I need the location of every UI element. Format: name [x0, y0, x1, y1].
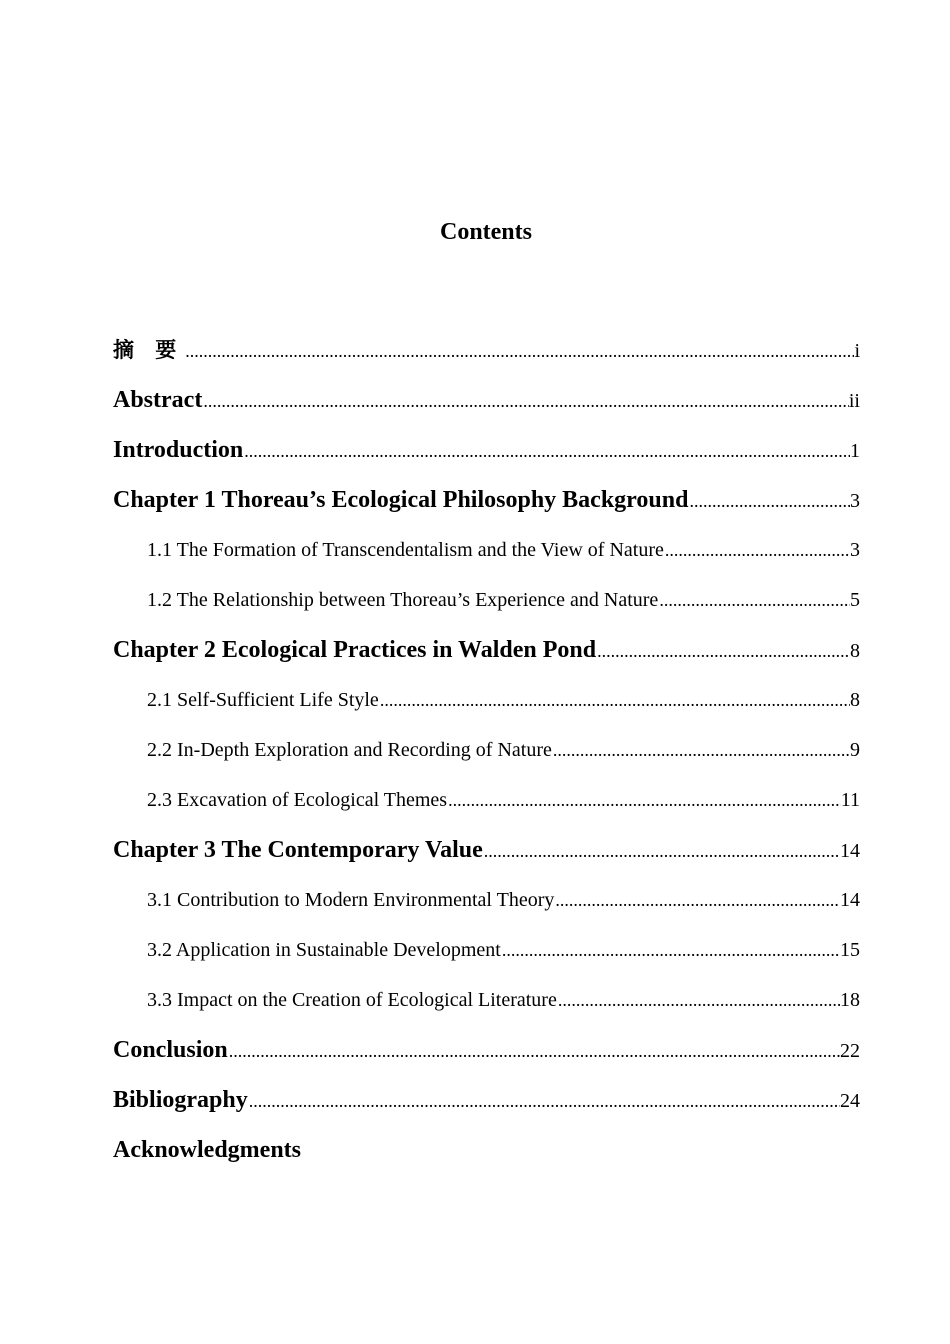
page-title: Contents [439, 219, 532, 245]
toc-entry-label: 1.2 The Relationship between Thoreau’s Experience and Nature [147, 589, 659, 611]
toc-entry-page: 14 [840, 840, 860, 862]
toc-entry-page: 3 [850, 539, 860, 561]
toc-entry-label: Chapter 2 Ecological Practices in Walden Pond [113, 637, 597, 663]
dot-leader [557, 980, 840, 1020]
toc-entry-label: 3.1 Contribution to Modern Environmental Theory [147, 889, 555, 911]
toc-entry-label: Bibliography [113, 1087, 248, 1113]
toc-entry-page: 8 [850, 640, 860, 662]
toc-entry-page: i [854, 340, 860, 362]
toc-entry-page: 14 [840, 889, 860, 911]
toc-entry-label: Chapter 3 The Contemporary Value [113, 837, 483, 863]
toc-entry-page: ii [848, 390, 860, 412]
toc-entry-section-3-1[interactable] [113, 880, 860, 930]
toc-entry-conclusion[interactable] [113, 1030, 860, 1080]
toc-entry-page: 5 [850, 589, 860, 611]
toc-entry-acknowledgments[interactable] [113, 1130, 860, 1180]
toc-entry-label: Introduction [113, 437, 244, 463]
toc-entry-abstract[interactable] [113, 380, 860, 430]
toc-entry-section-2-2[interactable] [113, 730, 860, 780]
dot-leader [248, 1081, 840, 1121]
dot-leader [228, 1031, 840, 1071]
toc-entry-page: 1 [850, 440, 860, 462]
toc-entry-page: 11 [840, 789, 860, 811]
toc-entry-section-2-3[interactable] [113, 780, 860, 830]
toc-entry-label: 2.3 Excavation of Ecological Themes [147, 789, 448, 811]
toc-entry-label: 2.2 In-Depth Exploration and Recording of Nature [147, 739, 552, 761]
toc-entry-label: Conclusion [113, 1037, 228, 1063]
toc-entry-label: Acknowledgments [113, 1137, 302, 1163]
toc-entry-section-3-3[interactable] [113, 980, 860, 1030]
toc-entry-page: 3 [850, 490, 860, 512]
dot-leader [552, 730, 850, 770]
toc-entry-page: 24 [840, 1090, 860, 1112]
toc-entry-chapter-1[interactable] [113, 480, 860, 530]
toc-entry-page: 18 [840, 989, 860, 1011]
toc-entry-page: 15 [840, 939, 860, 961]
toc-entry-label: 摘 要 [113, 338, 185, 362]
dot-leader [184, 331, 854, 371]
dot-leader [664, 530, 850, 570]
dot-leader [243, 431, 850, 471]
toc-entry-label: 1.1 The Formation of Transcendentalism and the View of Nature [147, 539, 664, 561]
dot-leader [554, 880, 840, 920]
toc-entry-page: 9 [850, 739, 860, 761]
dot-leader [483, 831, 840, 871]
toc-entry-section-3-2[interactable] [113, 930, 860, 980]
toc-entry-label: 3.2 Application in Sustainable Development [147, 939, 501, 961]
toc-entry-label: 3.3 Impact on the Creation of Ecological Literature [147, 989, 557, 1011]
toc-entry-section-1-1[interactable] [113, 530, 860, 580]
dot-leader [202, 381, 849, 421]
dot-leader [688, 481, 850, 521]
toc-entry-section-1-2[interactable] [113, 580, 860, 630]
toc-entry-abstract-chinese[interactable] [113, 330, 860, 380]
toc-entry-label: Chapter 1 Thoreau’s Ecological Philosophy Background [113, 487, 689, 513]
table-of-contents [113, 330, 860, 1180]
toc-entry-chapter-2[interactable] [113, 630, 860, 680]
toc-entry-label: 2.1 Self-Sufficient Life Style [147, 689, 379, 711]
toc-entry-label: Abstract [113, 387, 203, 413]
dot-leader [501, 930, 840, 970]
toc-entry-page: 8 [850, 689, 860, 711]
toc-entry-chapter-3[interactable] [113, 830, 860, 880]
toc-entry-page: 22 [840, 1040, 860, 1062]
dot-leader [379, 680, 850, 720]
toc-entry-section-2-1[interactable] [113, 680, 860, 730]
dot-leader [447, 780, 841, 820]
toc-entry-bibliography[interactable] [113, 1080, 860, 1130]
dot-leader [596, 631, 850, 671]
toc-entry-introduction[interactable] [113, 430, 860, 480]
dot-leader [658, 580, 850, 620]
